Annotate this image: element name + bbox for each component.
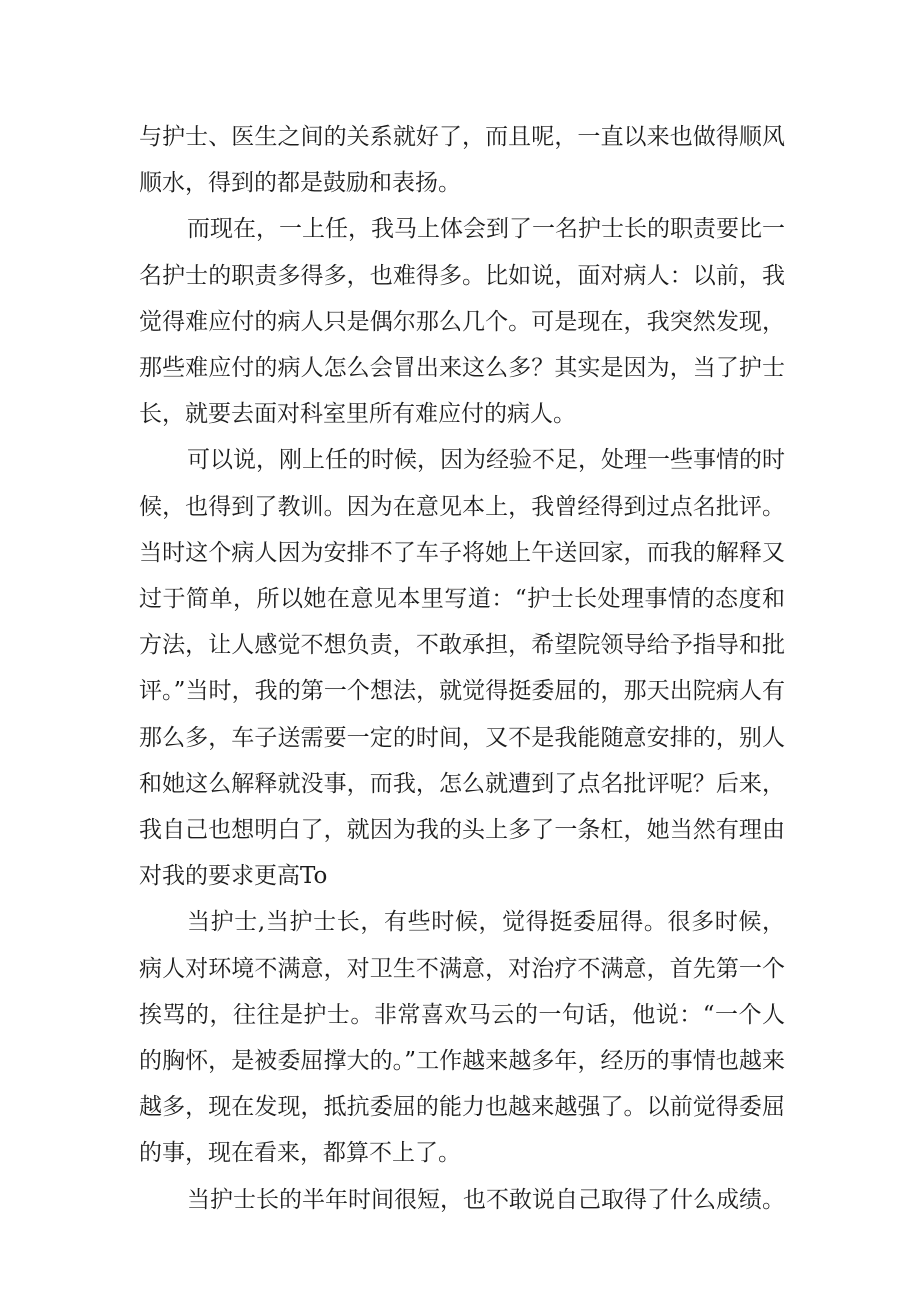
paragraph: 可以说，刚上任的时候，因为经验不足，处理一些事情的时候，也得到了教训。因为在意见本上，我曾经得到过点名批评。当时这个病人因为安排不了车子将她上午送回家，而我的解释又过于简单，所以她在意见本里写道：“护士长处理事情的态度和方法，让人感觉不想负责，不敢承担，希望院领导给予指导和批评。”当时，我的第一个想法，就觉得挺委屈的，那天出院病人有那么多，车子送需要一定的时间，又不是我能随意安排的，别人和她这么解释就没事，而我，怎么就遭到了点名批评呢？后来，我自己也想明白了，就因为我的头上多了一条杠，她当然有理由对我的要求更高To bbox=[139, 447, 785, 890]
document-body bbox=[139, 114, 785, 1223]
paragraph: 而现在，一上任，我马上体会到了一名护士长的职责要比一名护士的职责多得多，也难得多。比如说，面对病人：以前，我觉得难应付的病人只是偶尔那么几个。可是现在，我突然发现，那些难应付的病人怎么会冒出来这么多？其实是因为，当了护士长，就要去面对科室里所有难应付的病人。 bbox=[139, 216, 785, 428]
paragraph: 当护士,当护士长，有些时候，觉得挺委屈得。很多时候，病人对环境不满意，对卫生不满意，对治疗不满意，首先第一个挨骂的，往往是护士。非常喜欢马云的一句话，他说：“一个人的胸怀，是被委屈撑大的。”工作越来越多年，经历的事情也越来越多，现在发现，抵抗委屈的能力也越来越强了。以前觉得委屈的事，现在看来，都算不上了。 bbox=[139, 909, 785, 1167]
paragraph: 当护士长的半年时间很短，也不敢说自己取得了什么成绩。 bbox=[187, 1186, 785, 1213]
paragraph: 与护士、医生之间的关系就好了，而且呢，一直以来也做得顺风顺水，得到的都是鼓励和表扬。 bbox=[139, 124, 785, 197]
